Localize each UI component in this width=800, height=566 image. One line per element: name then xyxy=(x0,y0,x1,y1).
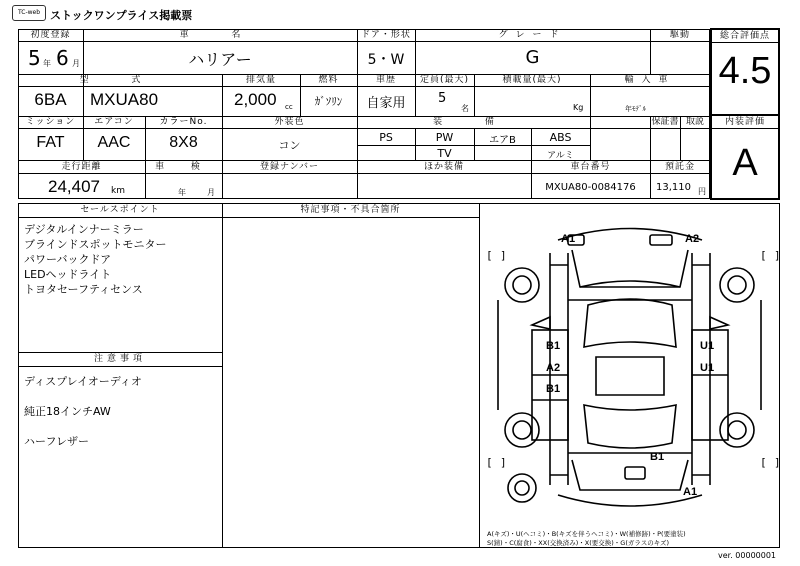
damage-mark: U1 xyxy=(700,362,715,374)
model-prefix: 6BA xyxy=(34,90,67,109)
mileage-unit: km xyxy=(111,186,125,196)
recycle-unit: 円 xyxy=(698,187,706,196)
label-inspection: 車 検 xyxy=(155,162,212,172)
damage-mark: A2 xyxy=(685,233,700,245)
label-plate: 登録ナンバー xyxy=(260,162,319,172)
logo: TC-web xyxy=(12,5,46,21)
damage-mark: A2 xyxy=(546,362,561,374)
damage-mark: B1 xyxy=(650,451,665,463)
mission: FAT xyxy=(36,134,65,151)
mileage: 24,407 xyxy=(48,177,100,196)
bracket: ] xyxy=(774,456,781,469)
label-remarks: 特記事項・不具合箇所 xyxy=(300,205,401,215)
label-history: 車歴 xyxy=(375,75,396,85)
capacity-unit: 名 xyxy=(461,104,469,113)
list-item xyxy=(24,419,220,434)
list-item: パワーバックドア xyxy=(24,253,112,266)
label-import: 輸入車 xyxy=(624,75,676,85)
capacity: 5 xyxy=(438,91,447,106)
history: 自家用 xyxy=(366,96,406,111)
label-door-shape: ドア・形状 xyxy=(361,30,411,40)
page-title: ストックワンプライス掲載票 xyxy=(50,9,193,22)
fuel: ｶﾞｿﾘﾝ xyxy=(314,95,343,108)
recycle-fee: 13,110 xyxy=(656,182,691,193)
reg-year: 5 xyxy=(28,46,41,70)
list-item xyxy=(24,389,220,404)
grade: G xyxy=(525,47,540,68)
damage-legend xyxy=(487,530,686,548)
bracket: [ xyxy=(760,249,767,262)
displacement: 2,000 xyxy=(234,90,277,109)
damage-mark: U1 xyxy=(700,340,715,352)
equipment-1: PS xyxy=(379,131,393,144)
reg-month-unit: 月 xyxy=(72,59,80,68)
import-model: 年ﾓﾃﾞﾙ xyxy=(625,105,646,113)
damage-mark: A1 xyxy=(683,486,698,498)
equipment-3: エアB xyxy=(489,135,516,146)
chassis-number: MXUA80-0084176 xyxy=(545,182,636,193)
label-warranty: 保証書 xyxy=(651,117,679,127)
door-shape: 5・W xyxy=(367,52,405,68)
reg-month: 6 xyxy=(56,46,69,70)
label-other-equipment: ほか装備 xyxy=(423,162,464,172)
label-sales-points: セールスポイント xyxy=(80,205,160,215)
displacement-unit: cc xyxy=(285,103,293,111)
equipment-6: TV xyxy=(437,147,452,160)
bracket: ] xyxy=(500,249,507,262)
equipment-4: ABS xyxy=(549,131,572,144)
list-item: ディスプレイオーディオ xyxy=(24,375,142,388)
label-recycle: 預託金 xyxy=(664,162,695,172)
label-chassis: 車台番号 xyxy=(570,162,611,172)
car-diagram xyxy=(480,205,779,530)
label-mission: ミッション xyxy=(25,117,76,127)
load-unit: Kg xyxy=(573,103,584,112)
label-first-reg: 初度登録 xyxy=(30,30,71,40)
total-score: 4.5 xyxy=(718,50,772,92)
label-total-score: 総合評価点 xyxy=(719,31,770,41)
label-aircon: エアコン xyxy=(94,117,134,127)
list-item: LEDヘッドライト xyxy=(24,268,112,281)
damage-mark: B1 xyxy=(546,383,561,395)
aircon: AAC xyxy=(97,134,131,151)
damage-mark: B1 xyxy=(546,340,561,352)
label-displacement: 排気量 xyxy=(245,75,276,85)
list-item: デジタルインナーミラー xyxy=(24,223,144,236)
label-drive: 駆動 xyxy=(669,30,690,40)
equipment-8: アルミ xyxy=(547,151,574,161)
label-cautions: 注意事項 xyxy=(93,354,146,364)
reg-year-unit: 年 xyxy=(43,59,51,68)
label-model: 型 式 xyxy=(79,75,161,85)
damage-mark: A1 xyxy=(561,233,576,245)
bracket: [ xyxy=(760,456,767,469)
label-fuel: 燃料 xyxy=(318,75,339,85)
label-mileage: 走行距離 xyxy=(61,162,102,172)
label-load: 積載量(最大) xyxy=(502,75,562,85)
sales-points-list xyxy=(24,222,220,297)
label-color-no: カラーNo. xyxy=(159,117,208,127)
legend-line: A(キズ)・U(ヘコミ)・B(キズを伴うヘコミ)・W(補修跡)・P(要塗装) xyxy=(487,530,686,538)
exterior-color: コン xyxy=(278,139,301,152)
inspection-month: 月 xyxy=(207,188,215,197)
bracket: ] xyxy=(774,249,781,262)
cautions-list xyxy=(24,374,220,449)
list-item: トヨタセーフティセンス xyxy=(24,283,143,296)
label-interior-score: 内装評価 xyxy=(724,117,765,127)
color-no: 8X8 xyxy=(169,134,198,151)
equipment-2: PW xyxy=(435,131,454,144)
label-grade: グレード xyxy=(498,30,567,40)
list-item: ハーフレザー xyxy=(24,435,90,448)
version: ver. 00000001 xyxy=(718,551,777,560)
list-item: 純正18インチAW xyxy=(24,405,111,418)
bracket: [ xyxy=(486,249,493,262)
label-car-name: 車 名 xyxy=(179,30,261,40)
label-exterior: 外装色 xyxy=(274,117,305,127)
inspection-year: 年 xyxy=(178,188,186,197)
list-item: ブラインドスポットモニター xyxy=(24,238,167,251)
label-capacity: 定員(最大) xyxy=(419,75,470,85)
bracket: ] xyxy=(500,456,507,469)
model: MXUA80 xyxy=(90,90,159,109)
label-manual: 取説 xyxy=(685,117,704,127)
car-name: ハリアー xyxy=(188,50,252,69)
interior-score: A xyxy=(732,142,758,184)
bracket: [ xyxy=(486,456,493,469)
legend-line: S(錆)・C(腐食)・XX(交換済み)・X(要交換)・G(ガラスのキズ) xyxy=(487,539,670,547)
label-equipment: 装 備 xyxy=(433,117,514,127)
